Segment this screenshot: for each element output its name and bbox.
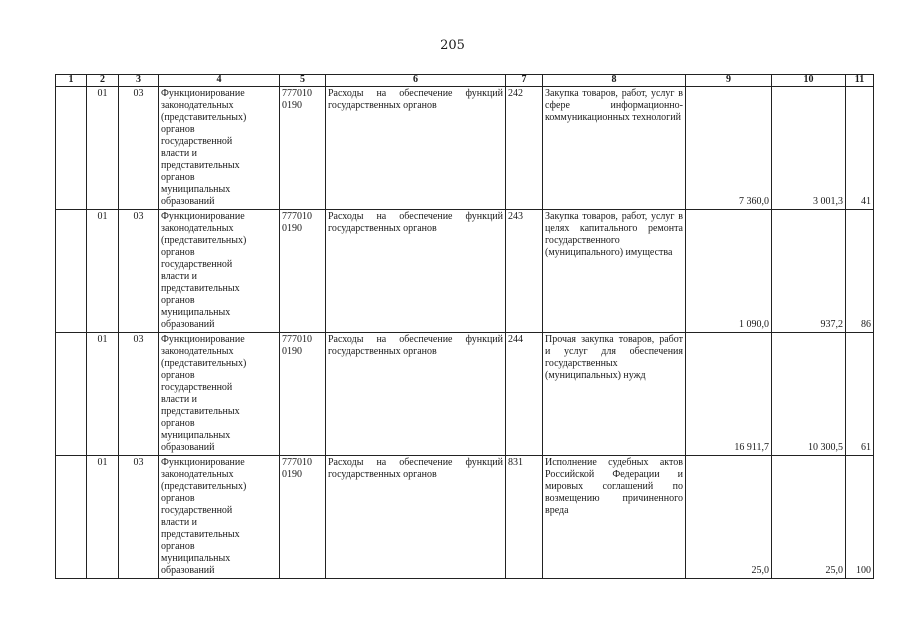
function-line: представительных	[161, 406, 240, 417]
code-line: 0190	[282, 346, 302, 357]
function-line: представительных	[161, 160, 240, 171]
function-line: представительных	[161, 529, 240, 540]
function-line: государственной	[161, 259, 233, 270]
function-line: законодательных	[161, 100, 234, 111]
cell-planned-amount: 16 911,7	[686, 333, 772, 456]
code-line: 777010	[282, 88, 312, 99]
cell-target-code	[280, 210, 326, 333]
function-line: Функционирование	[161, 88, 245, 99]
cell-expense-type-name: Исполнение судебных актов Российской Федерации и мировых соглашений по возмещению причиненного вреда	[543, 456, 686, 579]
code-line: 0190	[282, 469, 302, 480]
function-line: образований	[161, 442, 215, 453]
cell-subsection: 03	[119, 456, 159, 579]
function-line: (представительных)	[161, 481, 247, 492]
function-line: органов	[161, 493, 195, 504]
cell-executed-amount: 10 300,5	[772, 333, 846, 456]
cell-function-name	[159, 210, 280, 333]
cell-target-code	[280, 456, 326, 579]
function-line: органов	[161, 418, 195, 429]
function-line: представительных	[161, 283, 240, 294]
function-line: образований	[161, 196, 215, 207]
cell-planned-amount: 25,0	[686, 456, 772, 579]
page-number: 205	[440, 38, 465, 53]
cell-subsection: 03	[119, 87, 159, 210]
cell-target-code	[280, 87, 326, 210]
header-cell-4: 4	[159, 75, 280, 87]
function-line: Функционирование	[161, 334, 245, 345]
cell-executed-amount: 3 001,3	[772, 87, 846, 210]
header-cell-7: 7	[506, 75, 543, 87]
cell-expense-type-name: Закупка товаров, работ, услуг в сфере информационно-коммуникационных технологий	[543, 87, 686, 210]
table-row	[56, 333, 874, 456]
function-line: образований	[161, 319, 215, 330]
cell-expense-type: 831	[506, 456, 543, 579]
function-line: государственной	[161, 505, 233, 516]
cell-expense-type: 243	[506, 210, 543, 333]
code-line: 0190	[282, 223, 302, 234]
cell-planned-amount: 7 360,0	[686, 87, 772, 210]
table-body	[56, 87, 874, 579]
table-row	[56, 210, 874, 333]
function-line: органов	[161, 541, 195, 552]
cell-target-code	[280, 333, 326, 456]
cell-percent: 41	[846, 87, 874, 210]
cell-section: 01	[87, 210, 119, 333]
function-line: власти и	[161, 394, 198, 405]
cell-executed-amount: 25,0	[772, 456, 846, 579]
code-line: 777010	[282, 457, 312, 468]
cell-expense-description: Расходы на обеспечение функций государственных органов	[326, 87, 506, 210]
cell-percent: 61	[846, 333, 874, 456]
function-line: законодательных	[161, 223, 234, 234]
cell-index	[56, 210, 87, 333]
cell-index	[56, 333, 87, 456]
function-line: муниципальных	[161, 430, 231, 441]
header-cell-8: 8	[543, 75, 686, 87]
cell-section: 01	[87, 456, 119, 579]
function-line: органов	[161, 124, 195, 135]
function-line: власти и	[161, 517, 198, 528]
cell-function-name	[159, 333, 280, 456]
function-line: (представительных)	[161, 358, 247, 369]
function-line: законодательных	[161, 469, 234, 480]
function-line: органов	[161, 370, 195, 381]
budget-table	[55, 74, 874, 579]
cell-section: 01	[87, 87, 119, 210]
table-row	[56, 87, 874, 210]
header-cell-10: 10	[772, 75, 846, 87]
cell-index	[56, 456, 87, 579]
code-line: 0190	[282, 100, 302, 111]
function-line: образований	[161, 565, 215, 576]
cell-subsection: 03	[119, 333, 159, 456]
header-cell-9: 9	[686, 75, 772, 87]
function-line: муниципальных	[161, 307, 231, 318]
header-cell-11: 11	[846, 75, 874, 87]
cell-executed-amount: 937,2	[772, 210, 846, 333]
function-line: законодательных	[161, 346, 234, 357]
table-row	[56, 456, 874, 579]
header-cell-2: 2	[87, 75, 119, 87]
cell-section: 01	[87, 333, 119, 456]
function-line: власти и	[161, 271, 198, 282]
header-cell-3: 3	[119, 75, 159, 87]
cell-index	[56, 87, 87, 210]
cell-planned-amount: 1 090,0	[686, 210, 772, 333]
function-line: Функционирование	[161, 457, 245, 468]
function-line: (представительных)	[161, 235, 247, 246]
function-line: органов	[161, 247, 195, 258]
table-header-row	[56, 75, 874, 87]
cell-percent: 100	[846, 456, 874, 579]
function-line: государственной	[161, 136, 233, 147]
header-cell-5: 5	[280, 75, 326, 87]
cell-expense-type-name: Прочая закупка товаров, работ и услуг для обеспечения государственных (муниципальных) нужд	[543, 333, 686, 456]
cell-expense-description: Расходы на обеспечение функций государственных органов	[326, 333, 506, 456]
code-line: 777010	[282, 334, 312, 345]
function-line: органов	[161, 295, 195, 306]
function-line: муниципальных	[161, 184, 231, 195]
cell-subsection: 03	[119, 210, 159, 333]
cell-expense-type: 244	[506, 333, 543, 456]
header-cell-6: 6	[326, 75, 506, 87]
function-line: Функционирование	[161, 211, 245, 222]
function-line: органов	[161, 172, 195, 183]
header-cell-1: 1	[56, 75, 87, 87]
cell-expense-type-name: Закупка товаров, работ, услуг в целях капитального ремонта государственного (муниципального) имущества	[543, 210, 686, 333]
cell-expense-description: Расходы на обеспечение функций государственных органов	[326, 456, 506, 579]
cell-function-name	[159, 456, 280, 579]
cell-expense-description: Расходы на обеспечение функций государственных органов	[326, 210, 506, 333]
function-line: (представительных)	[161, 112, 247, 123]
function-line: государственной	[161, 382, 233, 393]
cell-expense-type: 242	[506, 87, 543, 210]
code-line: 777010	[282, 211, 312, 222]
cell-function-name	[159, 87, 280, 210]
function-line: власти и	[161, 148, 198, 159]
function-line: муниципальных	[161, 553, 231, 564]
cell-percent: 86	[846, 210, 874, 333]
